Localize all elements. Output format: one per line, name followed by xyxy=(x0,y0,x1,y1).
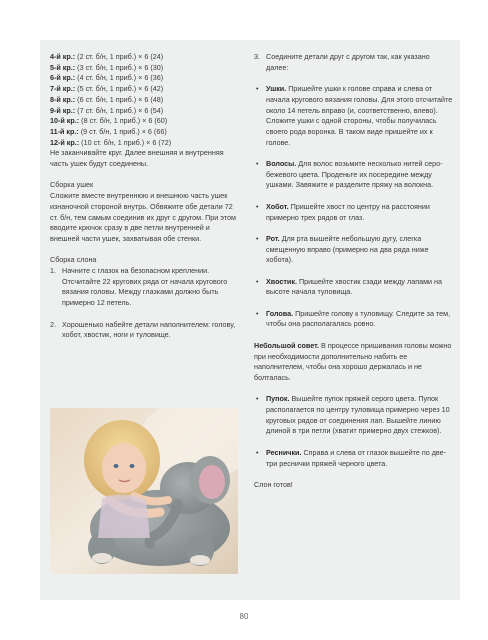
bullet-item xyxy=(254,277,454,298)
round-row xyxy=(50,127,238,138)
round-row xyxy=(50,138,238,149)
round-row xyxy=(50,52,238,63)
round-label: 5-й кр.: xyxy=(50,62,76,72)
bullet-dot-icon: • xyxy=(256,447,259,457)
bullet-list xyxy=(254,84,454,341)
tip-text: В процессе пришивания головы можно при необходимости дополнительно набить ее наполнителем, чтобы она хорошо держалась и не болталась. xyxy=(254,340,452,382)
round-row xyxy=(50,63,238,74)
round-label: 8-й кр.: xyxy=(50,94,76,104)
round-text: (7 ст. б/н, 1 приб.) × 6 (54) xyxy=(75,105,164,115)
bullet-item xyxy=(254,234,454,266)
heading-elephant-assembly: Сборка слона xyxy=(50,255,97,265)
bullet-item xyxy=(254,159,454,191)
round-row xyxy=(50,95,238,106)
bullet-item xyxy=(254,448,454,469)
bullet-text: Вышейте пупок пряжей серого цвета. Пупок располагается по центру туловища примерно через 10 круговых рядов от соединения лап. Вышейте линию длиной в три петли (хватит примерно двух стежков). xyxy=(266,394,450,436)
round-label: 11-й кр.: xyxy=(50,126,79,136)
round-row xyxy=(50,116,238,127)
round-text: (3 ст. б/н, 1 приб.) × 6 (30) xyxy=(75,62,164,72)
bullet-item xyxy=(254,202,454,223)
photo-illustration xyxy=(50,408,238,574)
round-text: (9 ст. б/н, 1 приб.) × 6 (66) xyxy=(78,126,167,136)
bullet-label: Пупок. xyxy=(266,394,290,404)
bullet-item xyxy=(254,84,454,148)
tip-label: Небольшой совет. xyxy=(254,340,320,350)
step-number: 1. xyxy=(50,266,56,276)
bullet-label: Хвостик. xyxy=(266,276,297,286)
bullet-text: Пришейте голову к туловищу. Следите за тем, чтобы она располагалась ровно. xyxy=(266,308,451,329)
bullet-dot-icon: • xyxy=(256,276,259,286)
step-text: Соедините детали друг с другом так, как указано далее: xyxy=(266,52,430,72)
round-label: 6-й кр.: xyxy=(50,73,76,83)
round-label: 12-й кр.: xyxy=(50,137,80,147)
bullet-dot-icon: • xyxy=(256,201,259,211)
bullet-dot-icon: • xyxy=(256,159,259,168)
left-column xyxy=(50,52,238,341)
paragraph-ears-assembly: Сложите вместе внутреннюю и внешнюю часть ушек изнаночной стороной внутрь. Обвяжите обе детали 72 ст. б/н, тем самым соединив их друг с другом. При этом вводите крючок сразу в две петли внутренней и внешней части ушек, захватывая обе стенки. xyxy=(50,191,236,243)
round-text: (2 ст. б/н, 1 приб.) × 6 (24) xyxy=(75,52,164,61)
bullet-label: Рот. xyxy=(266,233,280,243)
bullet-dot-icon: • xyxy=(256,233,259,243)
bullet-dot-icon: • xyxy=(256,84,259,94)
bullet-dot-icon: • xyxy=(256,394,259,404)
round-row xyxy=(50,106,238,117)
round-label: 4-й кр.: xyxy=(50,52,76,61)
round-label: 10-й кр.: xyxy=(50,116,80,126)
round-text: (5 ст. б/н, 1 приб.) × 6 (42) xyxy=(75,84,164,94)
photo-girl-with-elephant xyxy=(50,408,238,574)
bullet-text: Пришейте хвост по центру на расстоянии примерно трех рядов от глаз. xyxy=(266,201,430,222)
page-number: 80 xyxy=(239,612,249,621)
round-row xyxy=(50,73,238,84)
bullet-label: Голова. xyxy=(266,308,294,318)
round-text: (10 ст. б/н, 1 приб.) × 6 (72) xyxy=(79,137,172,147)
tip-paragraph xyxy=(254,341,454,384)
step-text: Начните с глазок на безопасном креплении. Отсчитайте 22 кругових ряда от начала кругового вязания головы. Между глазками должно быть примерно 12 петель. xyxy=(62,266,228,308)
round-label: 7-й кр.: xyxy=(50,84,76,94)
step-item xyxy=(254,52,454,73)
bullet-item xyxy=(254,309,454,330)
round-label: 9-й кр.: xyxy=(50,105,76,115)
bullet-item xyxy=(254,394,454,437)
round-text: (4 ст. б/н, 1 приб.) × 6 (36) xyxy=(75,73,164,83)
heading-ears-assembly: Сборка ушек xyxy=(50,180,94,190)
bullet-label: Ушки. xyxy=(266,84,287,94)
round-row xyxy=(50,84,238,95)
step-text: Хорошенько набейте детали наполнителем: голову, хобот, хвостик, ноги и туловище. xyxy=(62,319,236,340)
bullet-text: Для рта вышейте небольшую дугу, слегка смещенную вправо (примерно на два ряда ниже хобота). xyxy=(266,233,429,265)
step-number: 2. xyxy=(50,319,56,329)
bullet-list-2 xyxy=(254,394,454,480)
right-column xyxy=(254,52,454,491)
paragraph-continue: Не заканчивайте круг. Далее внешняя и внутренняя часть ушек будут соединены. xyxy=(50,148,224,169)
bullet-label: Волосы. xyxy=(266,159,297,168)
step-number: 3. xyxy=(254,52,260,61)
round-list xyxy=(50,52,238,148)
bullet-text: Пришейте ушки к голове справа и слева от начала кругового вязания головы. Для этого отсчитайте около 14 петель вправо (и, соответственно, влево). Сложите ушки с одной стороны, чтобы получилась своего рода воронка. В таком виде пришейте их к голове. xyxy=(266,84,453,147)
step-item xyxy=(50,320,238,341)
bullet-text: Для волос возьмите несколько нитей серо-бежевого цвета. Проденьте их посередине между ушками. Завяжите и разделите пряжу на волокна. xyxy=(266,159,443,190)
round-text: (6 ст. б/н, 1 приб.) × 6 (48) xyxy=(75,94,164,104)
bullet-text: Справа и слева от глазок вышейте по две-три реснички пряжей черного цвета. xyxy=(266,447,447,468)
bullet-text: Пришейте хвостик сзади между лапами на высоте начала туловища. xyxy=(266,276,443,297)
closing-text: Слон готов! xyxy=(254,479,293,489)
bullet-dot-icon: • xyxy=(256,308,259,318)
step-item xyxy=(50,266,238,309)
bullet-label: Хобот. xyxy=(266,201,289,211)
round-text: (8 ст. б/н, 1 приб.) × 6 (60) xyxy=(79,116,168,126)
bullet-label: Реснички. xyxy=(266,447,302,457)
